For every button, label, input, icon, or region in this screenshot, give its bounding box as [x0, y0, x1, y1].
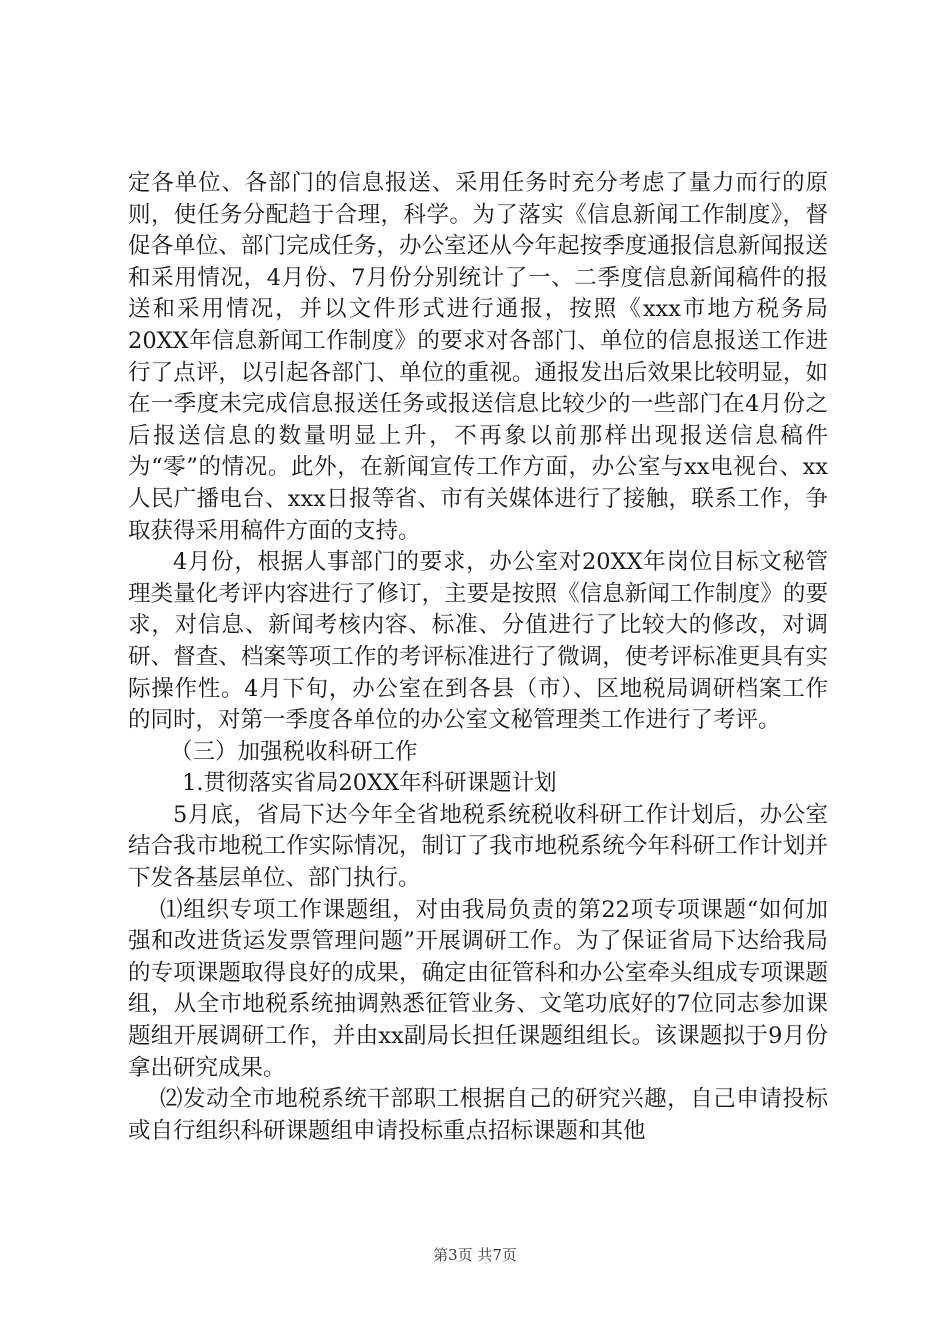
list-item-1: ⑴组织专项工作课题组，对由我局负责的第22项专项课题“如何加强和改进货运发票管理问题”开展调研工作。为了保证省局下达给我局的专项课题取得良好的成果，确定由征管科和办公室牵头组成专项课题组，从全市地税系统抽调熟悉征管业务、文笔功底好的7位同志参加课题组开展调研工作，并由xx副局长担任课题组组长。该课题拟于9月份拿出研究成果。	[128, 896, 828, 1081]
page-number-footer: 第3页 共7页	[433, 1246, 517, 1264]
paragraph-appraisal: 4月份，根据人事部门的要求，办公室对20XX年岗位目标文秘管理类量化考评内容进行了修订，主要是按照《信息新闻工作制度》的要求，对信息、新闻考核内容、标准、分值进行了比较大的修改，对调研、督查、档案等项工作的考评标准进行了微调，使考评标准更具有实际操作性。4月下旬，办公室在到各县（市）、区地税局调研档案工作的同时，对第一季度各单位的办公室文秘管理类工作进行了考评。	[128, 549, 828, 734]
document-body	[128, 168, 828, 1147]
paragraph-continued: 定各单位、各部门的信息报送、采用任务时充分考虑了量力而行的原则，使任务分配趋于合理，科学。为了落实《信息新闻工作制度》，督促各单位、部门完成任务，办公室还从今年起按季度通报信息新闻报送和采用情况，4月份、7月份分别统计了一、二季度信息新闻稿件的报送和采用情况，并以文件形式进行通报，按照《xxx市地方税务局20XX年信息新闻工作制度》的要求对各部门、单位的信息报送工作进行了点评，以引起各部门、单位的重视。通报发出后效果比较明显，如在一季度未完成信息报送任务或报送信息比较少的一些部门在4月份之后报送信息的数量明显上升，不再象以前那样出现报送信息稿件为“零”的情况。此外，在新闻宣传工作方面，办公室与xx电视台、xx人民广播电台、xxx日报等省、市有关媒体进行了接触，联系工作，争取获得采用稿件方面的支持。	[128, 170, 828, 544]
list-item-2: ⑵发动全市地税系统干部职工根据自己的研究兴趣，自己申请投标或自行组织科研课题组申请投标重点招标课题和其他	[128, 1086, 828, 1144]
paragraph-plan: 5月底，省局下达今年全省地税系统税收科研工作计划后，办公室结合我市地税工作实际情况，制订了我市地税系统今年科研工作计划并下发各基层单位、部门执行。	[128, 801, 828, 892]
section-heading: （三）加强税收科研工作	[170, 738, 418, 765]
subsection-heading: 1.贯彻落实省局20XX年科研课题计划	[182, 770, 557, 797]
